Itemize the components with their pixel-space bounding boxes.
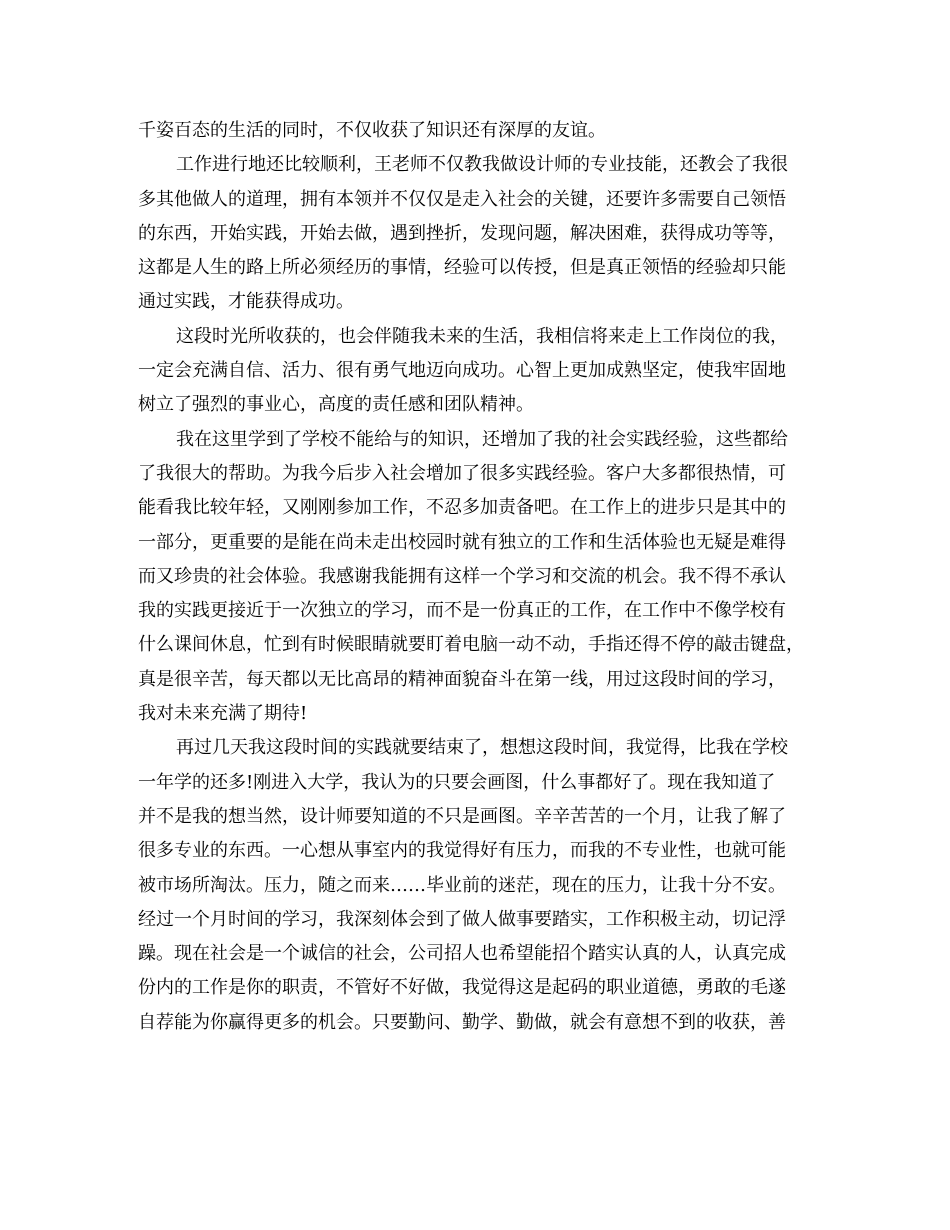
text-line: 千姿百态的生活的同时，不仅收获了知识还有深厚的友谊。 [138, 120, 606, 141]
text-line: 我的实践更接近于一次独立的学习，而不是一份真正的工作，在工作中不像学校有 [138, 600, 786, 622]
text-line: 很多专业的东西。一心想从事室内的我觉得好有压力，而我的不专业性，也就可能 [138, 840, 786, 862]
text-line: 多其他做人的道理，拥有本领并不仅仅是走入社会的关键，还要许多需要自己领悟 [138, 188, 786, 210]
text-line: 的东西，开始实践，开始去做，遇到挫折，发现问题，解决困难，获得成功等等， [138, 222, 786, 244]
text-line: 躁。现在社会是一个诚信的社会，公司招人也希望能招个踏实认真的人，认真完成 [138, 943, 786, 965]
text-line: 我在这里学到了学校不能给与的知识，还增加了我的社会实践经验，这些都给 [176, 428, 788, 450]
text-line: 通过实践，才能获得成功。 [138, 291, 354, 313]
text-line: 这都是人生的路上所必须经历的事情，经验可以传授，但是真正领悟的经验却只能 [138, 257, 786, 279]
text-line: 树立了强烈的事业心，高度的责任感和团队精神。 [138, 394, 534, 416]
text-line: 一部分，更重要的是能在尚未走出校园时就有独立的工作和生活体验也无疑是难得 [138, 531, 786, 553]
text-line: 一定会充满自信、活力、很有勇气地迈向成功。心智上更加成熟坚定，使我牢固地 [138, 360, 786, 382]
text-line: 了我很大的帮助。为我今后步入社会增加了很多实践经验。客户大多都很热情，可 [138, 462, 786, 484]
text-line: 自荐能为你赢得更多的机会。只要勤问、勤学、勤做，就会有意想不到的收获，善 [138, 1011, 786, 1033]
body-text [138, 114, 818, 1040]
text-line: 我对未来充满了期待! [138, 703, 308, 725]
text-line: 什么课间休息，忙到有时候眼睛就要盯着电脑一动不动，手指还得不停的敲击键盘， [138, 634, 804, 656]
text-line: 这段时光所收获的，也会伴随我未来的生活，我相信将来走上工作岗位的我， [176, 325, 788, 347]
text-line: 份内的工作是你的职责，不管好不好做，我觉得这是起码的职业道德，勇敢的毛遂 [138, 977, 786, 999]
text-line: 再过几天我这段时间的实践就要结束了，想想这段时间，我觉得，比我在学校 [176, 737, 788, 759]
text-line: 一年学的还多!刚进入大学，我认为的只要会画图，什么事都好了。现在我知道了 [138, 771, 776, 793]
text-line: 真是很辛苦，每天都以无比高昂的精神面貌奋斗在第一线，用过这段时间的学习， [138, 668, 786, 690]
text-line: 能看我比较年轻，又刚刚参加工作，不忍多加责备吧。在工作上的进步只是其中的 [138, 497, 786, 519]
text-line: 工作进行地还比较顺利，王老师不仅教我做设计师的专业技能，还教会了我很 [176, 154, 788, 176]
text-line: 并不是我的想当然，设计师要知道的不只是画图。辛辛苦苦的一个月，让我了解了 [138, 805, 786, 827]
text-line: 而又珍贵的社会体验。我感谢我能拥有这样一个学习和交流的机会。我不得不承认 [138, 565, 786, 587]
text-line: 被市场所淘汰。压力，随之而来……毕业前的迷茫，现在的压力，让我十分不安。 [138, 874, 786, 896]
text-line: 经过一个月时间的学习，我深刻体会到了做人做事要踏实，工作积极主动，切记浮 [138, 908, 786, 930]
